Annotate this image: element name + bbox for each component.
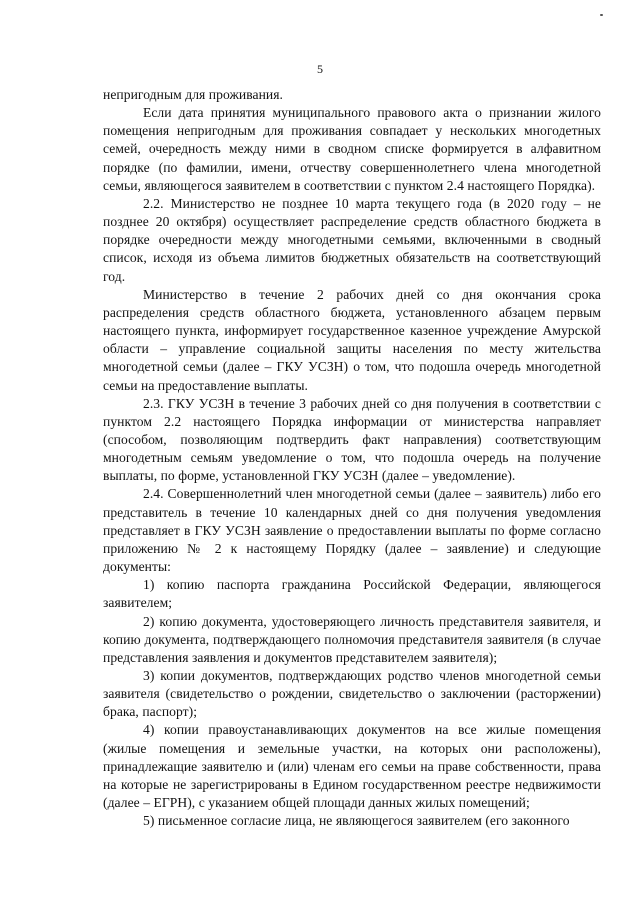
paragraph-clause-2-4: 2.4. Совершеннолетний член многодетной семьи (далее – заявитель) либо его представитель в течение 10 календарных дней со дня получения уведомления представляет в ГКУ УСЗН заявление о предоставлении выплаты по форме согласно приложению № 2 к настоящему Порядку (далее – заявление) и следующие документы: [103,486,601,575]
paragraph-ministry-informs: Министерство в течение 2 рабочих дней со дня окончания срока распределения средств областного бюджета, установленного абзацем первым настоящего пункта, информирует государственное казенное учреждение Амурской области – управление социальной защиты населения по месту жительства многодетной семьи (далее – ГКУ УСЗН) о том, что подошла очередь многодетной семьи на предоставление выплаты. [103,286,601,393]
scan-speck-mark [600,14,603,16]
document-body [103,86,601,830]
paragraph-clause-2-2: 2.2. Министерство не позднее 10 марта текущего года (в 2020 году – не позднее 20 октября) осуществляет распределение средств областного бюджета в порядке очередности между многодетными семьями, включенными в сводный список, исходя из объема лимитов бюджетных обязательств на соответствующий год. [103,195,601,284]
paragraph-clause-2-3: 2.3. ГКУ УСЗН в течение 3 рабочих дней со дня получения в соответствии с пунктом 2.2 настоящего Порядка информации от министерства направляет (способом, позволяющим подтвердить факт направления) соответствующим многодетным семьям уведомление о том, что подошла очередь на получение выплаты, по форме, установленной ГКУ УСЗН (далее – уведомление). [103,395,601,484]
list-item-2: 2) копию документа, удостоверяющего личность представителя заявителя, и копию документа, подтверждающего полномочия представителя заявителя (в случае представления заявления и документов представителем заявителя); [103,613,601,665]
paragraph-continuation: непригодным для проживания. [103,87,283,102]
list-item-4: 4) копии правоустанавливающих документов на все жилые помещения (жилые помещения и земельные участки, на которых они расположены), принадлежащие заявителю и (или) членам его семьи на праве собственности, права на которые не зарегистрированы в Едином государственном реестре недвижимости (далее – ЕГРН), с указанием общей площади данных жилых помещений; [103,722,601,811]
page-number: 5 [317,62,323,76]
list-item-1: 1) копию паспорта гражданина Российской Федерации, являющегося заявителем; [103,577,601,611]
paragraph-alphabetical-order: Если дата принятия муниципального правового акта о признании жилого помещения непригодным для проживания совпадает у нескольких многодетных семей, очередность между ними в сводном списке формируется в алфавитном порядке (по фамилии, имени, отчеству совершеннолетнего члена многодетной семьи, являющегося заявителем в соответствии с пунктом 2.4 настоящего Порядка). [103,105,601,193]
list-item-3: 3) копии документов, подтверждающих родство членов многодетной семьи заявителя (свидетельство о рождении, свидетельство о заключении (расторжении) брака, паспорт); [103,668,601,720]
list-item-5: 5) письменное согласие лица, не являющегося заявителем (его законного [143,813,570,829]
